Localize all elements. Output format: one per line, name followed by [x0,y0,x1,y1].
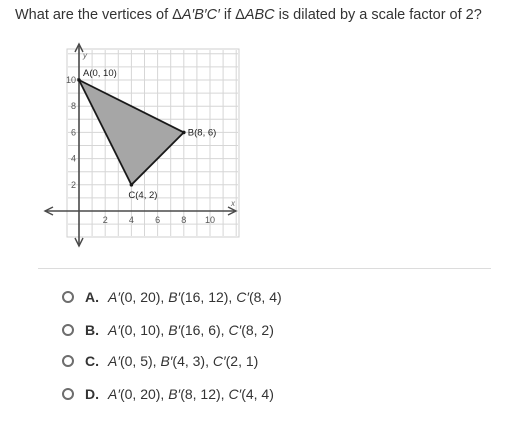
vertex-name: C′ [236,289,249,305]
vertex-point [182,131,186,135]
option-letter: B. [85,322,99,338]
triangle-symbol: Δ [172,7,182,23]
vertex-name: C′ [228,322,242,338]
source-triangle-symbol: Δ [235,7,245,23]
x-tick-label: 4 [128,215,134,225]
y-tick-label: 10 [65,75,76,85]
question-suffix: is dilated by a scale factor of 2? [274,7,482,23]
x-tick-label: 8 [181,215,187,225]
y-tick-label: 8 [70,101,76,112]
vertex-name: A′ [108,386,120,402]
vertex-name: B′ [160,353,173,369]
vertex-name: C′ [228,386,242,402]
option-text [108,353,258,369]
answer-option-c[interactable] [62,350,258,372]
x-tick-label: 2 [102,215,108,225]
radio-button[interactable] [62,388,74,400]
source-triangle-name: ABC [244,7,275,23]
vertex-coordinates: (8, 2) [241,322,274,338]
vertex-name: B′ [168,289,181,305]
vertex-coordinates: (0, 20), [119,386,169,402]
radio-button[interactable] [62,291,74,303]
vertex-name: B′ [168,386,181,402]
vertex-point [130,183,134,187]
vertex-coordinates: (4, 3), [172,353,213,369]
answer-option-a[interactable] [62,286,282,308]
vertex-label: B(8, 6) [187,127,217,139]
radio-button[interactable] [62,324,74,336]
vertex-name: C′ [212,353,226,369]
vertex-coordinates: (8, 4) [248,289,282,305]
option-letter: C. [85,353,99,369]
option-text [108,289,282,305]
vertex-coordinates: (4, 4) [241,386,274,402]
y-tick-label: 6 [70,127,76,138]
vertex-point [77,78,81,82]
vertex-name: A′ [108,322,120,338]
y-tick-label: 2 [70,179,76,190]
vertex-coordinates: (16, 12), [180,289,237,305]
y-tick-label: 4 [70,153,76,164]
question-prefix: What are the vertices of [15,7,173,23]
option-text [108,386,274,402]
answer-option-d[interactable] [62,383,274,405]
x-axis-letter: x [231,199,235,208]
vertex-coordinates: (8, 12), [180,386,229,402]
vertex-name: B′ [168,322,181,338]
question-middle: if [219,7,236,23]
vertex-coordinates: (2, 1) [225,353,259,369]
vertex-name: A′ [108,289,120,305]
vertex-coordinates: (0, 5), [119,353,161,369]
vertex-coordinates: (0, 10), [119,322,169,338]
option-text [108,322,274,338]
vertex-label: A(0, 10) [83,68,117,79]
radio-button[interactable] [62,355,74,367]
vertex-label: C(4, 2) [128,189,158,201]
option-letter: A. [85,289,99,305]
vertex-name: A′ [108,353,120,369]
x-tick-label: 10 [204,215,216,225]
y-axis-letter: y [83,51,87,60]
divider [38,268,491,269]
x-tick-label: 6 [155,215,161,225]
answer-option-b[interactable] [62,319,274,341]
image-triangle-name: A′B′C′ [181,7,220,23]
option-letter: D. [85,386,99,402]
vertex-coordinates: (0, 20), [119,289,169,305]
vertex-coordinates: (16, 6), [180,322,229,338]
